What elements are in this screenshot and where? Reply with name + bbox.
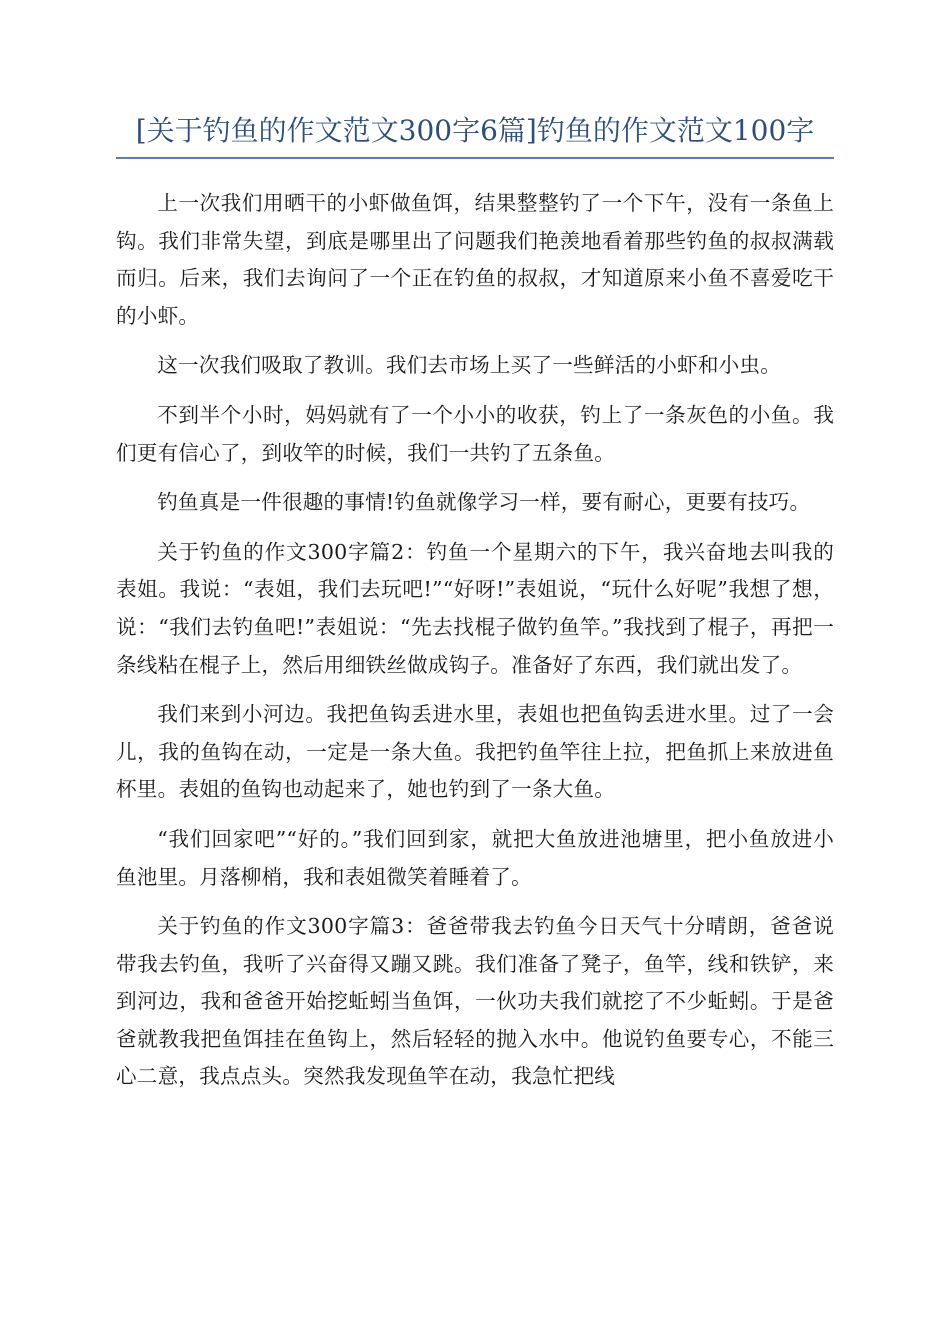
paragraph: 关于钓鱼的作文300字篇3：爸爸带我去钓鱼今日天气十分晴朗，爸爸说带我去钓鱼，我听了兴奋得又蹦又跳。我们准备了凳子，鱼竿，线和铁铲，来到河边，我和爸爸开始挖蚯蚓当鱼饵，一伙功夫我们就挖了不少蚯蚓。于是爸爸就教我把鱼饵挂在鱼钩上，然后轻轻的抛入水中。他说钓鱼要专心，不能三心二意，我点点头。突然我发现鱼竿在动，我急忙把线 — [116, 914, 834, 1089]
paragraph: 我们来到小河边。我把鱼钩丢进水里，表姐也把鱼钩丢进水里。过了一会儿，我的鱼钩在动，一定是一条大鱼。我把钓鱼竿往上拉，把鱼抓上来放进鱼杯里。表姐的鱼钩也动起来了，她也钓到了一条大鱼。 — [116, 702, 834, 802]
paragraph: 上一次我们用晒干的小虾做鱼饵，结果整整钓了一个下午，没有一条鱼上钩。我们非常失望，到底是哪里出了问题我们艳羡地看着那些钓鱼的叔叔满载而归。后来，我们去询问了一个正在钓鱼的叔叔，才知道原来小鱼不喜爱吃干的小虾。 — [116, 191, 834, 328]
paragraph: 这一次我们吸取了教训。我们去市场上买了一些鲜活的小虾和小虫。 — [157, 353, 781, 378]
title-underline — [116, 157, 834, 159]
paragraph: “我们回家吧”“好的。”我们回到家，就把大鱼放进池塘里，把小鱼放进小鱼池里。月落柳梢，我和表姐微笑着睡着了。 — [116, 826, 834, 889]
paragraph: 不到半个小时，妈妈就有了一个小小的收获，钓上了一条灰色的小鱼。我们更有信心了，到收竿的时候，我们一共钓了五条鱼。 — [116, 402, 834, 465]
document-title: [关于钓鱼的作文范文300字6篇]钓鱼的作文范文100字 — [135, 114, 815, 147]
document-body — [116, 185, 834, 1096]
paragraph: 关于钓鱼的作文300字篇2：钓鱼一个星期六的下午，我兴奋地去叫我的表姐。我说：“表姐，我们去玩吧!”“好呀!”表姐说，“玩什么好呢”我想了想，说：“我们去钓鱼吧!”表姐说：“先去找棍子做钓鱼竿。”我找到了棍子，再把一条线粘在棍子上，然后用细铁丝做成钩子。准备好了东西，我们就出发了。 — [116, 539, 834, 677]
paragraph: 钓鱼真是一件很趣的事情!钓鱼就像学习一样，要有耐心，更要有技巧。 — [157, 490, 811, 515]
